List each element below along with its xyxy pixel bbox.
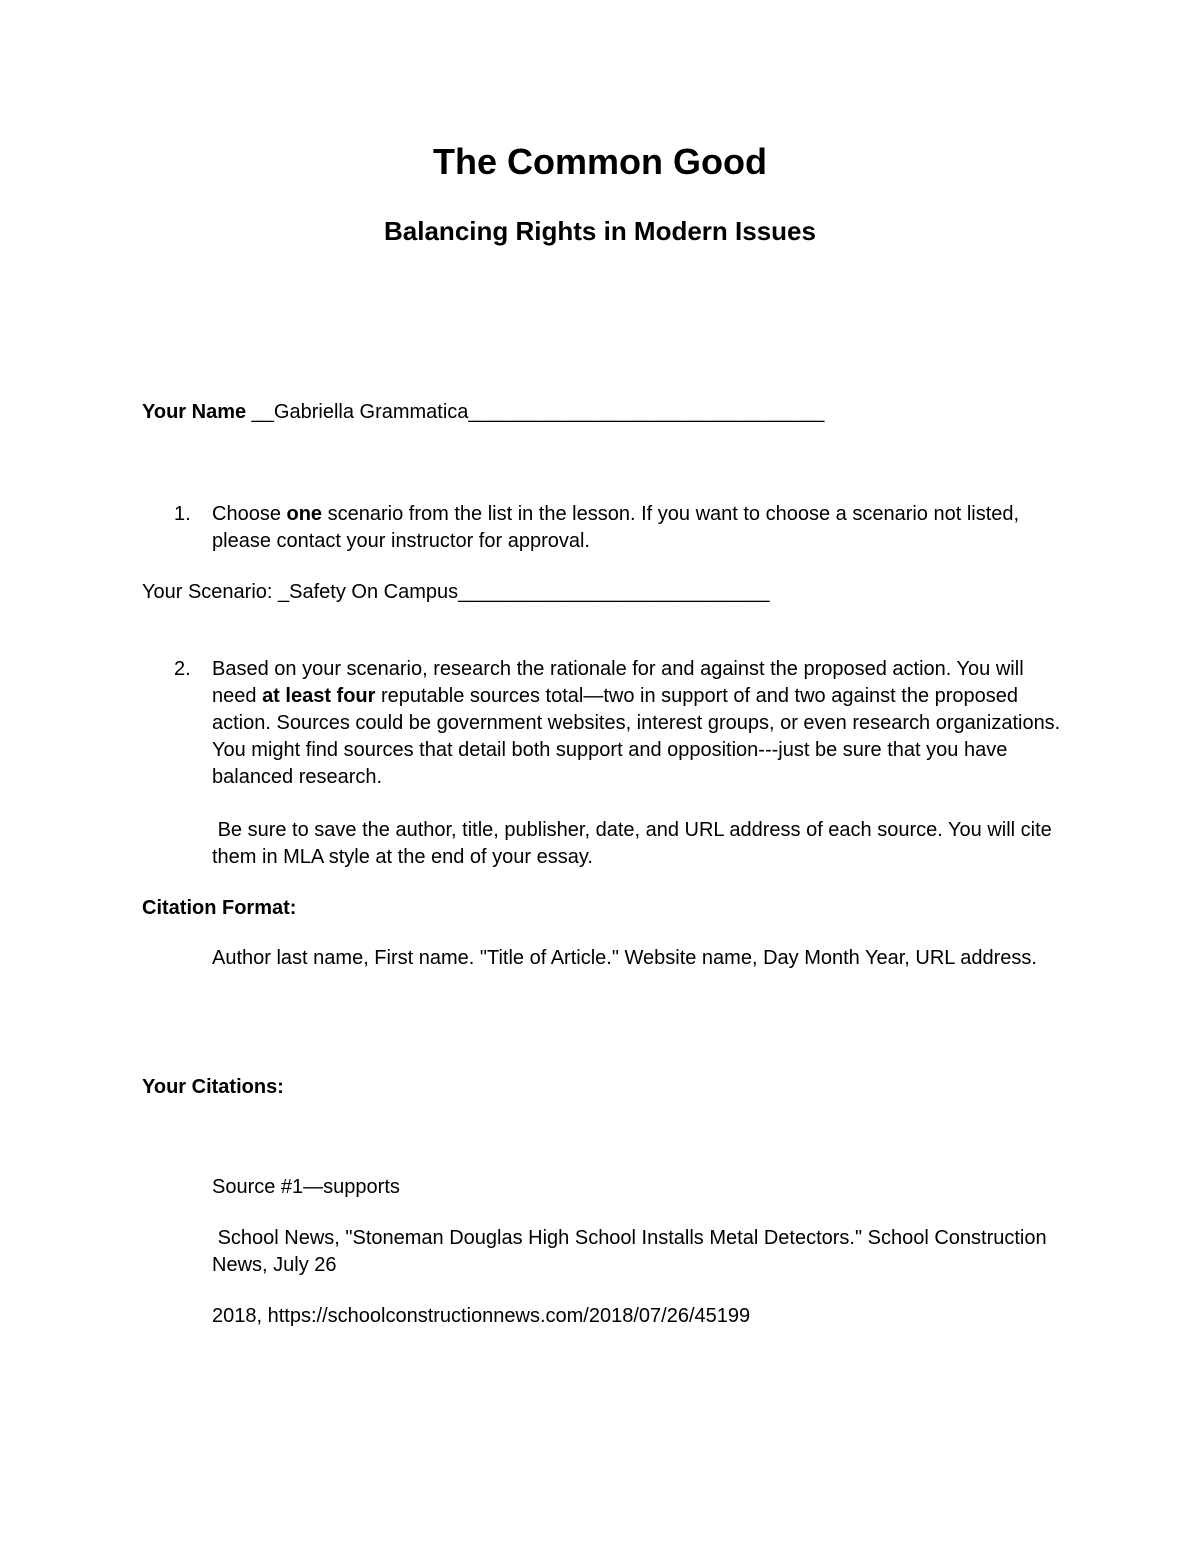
item-2-text — [212, 656, 1072, 791]
item-2-text-before: Based on your scenario, research the rationale for and against the proposed action. You will need — [212, 658, 1024, 707]
citation-format-heading: Citation Format: — [142, 897, 297, 919]
item-1-text-before: Choose — [212, 503, 287, 525]
item-1-text-after: scenario from the list in the lesson. If you want to choose a scenario not listed, please contact your instructor for approval. — [212, 503, 1020, 552]
item-2-note — [212, 817, 1072, 871]
item-2-emphasis: at least four — [262, 685, 376, 707]
item-2-text-after: reputable sources total—two in support of and two against the proposed action. Sources could be government websites, interest groups, or even research organizations. You might find sources that detail both support and opposition---just be sure that you have balanced research. — [212, 685, 1061, 788]
scenario-field — [142, 579, 770, 606]
page-title: The Common Good — [433, 141, 767, 182]
page-subtitle: Balancing Rights in Modern Issues — [384, 216, 816, 246]
name-value: __Gabriella Grammatica________________________________ — [251, 401, 825, 423]
source-1-label: Source #1—supports — [212, 1176, 400, 1198]
scenario-value: _Safety On Campus____________________________ — [278, 581, 770, 603]
citation-format-text: Author last name, First name. "Title of Article." Website name, Day Month Year, URL address. — [212, 947, 1037, 969]
item-1-text — [212, 501, 1072, 555]
source-1-date-url: 2018, https://schoolconstructionnews.com/2018/07/26/45199 — [212, 1305, 751, 1327]
item-1-emphasis: one — [286, 503, 323, 525]
name-label: Your Name — [142, 401, 247, 423]
citations-heading: Your Citations: — [142, 1076, 284, 1098]
scenario-label: Your Scenario: — [142, 581, 279, 603]
item-2-note-text: Be sure to save the author, title, publisher, date, and URL address of each source. You will cite them in MLA style at the end of your essay. — [212, 819, 1058, 868]
item-2-number: 2. — [174, 658, 191, 680]
source-1-citation: School News, "Stoneman Douglas High School Installs Metal Detectors." School Construction News, July 26 — [212, 1227, 1053, 1276]
item-1-number: 1. — [174, 503, 191, 525]
name-field — [142, 399, 824, 426]
